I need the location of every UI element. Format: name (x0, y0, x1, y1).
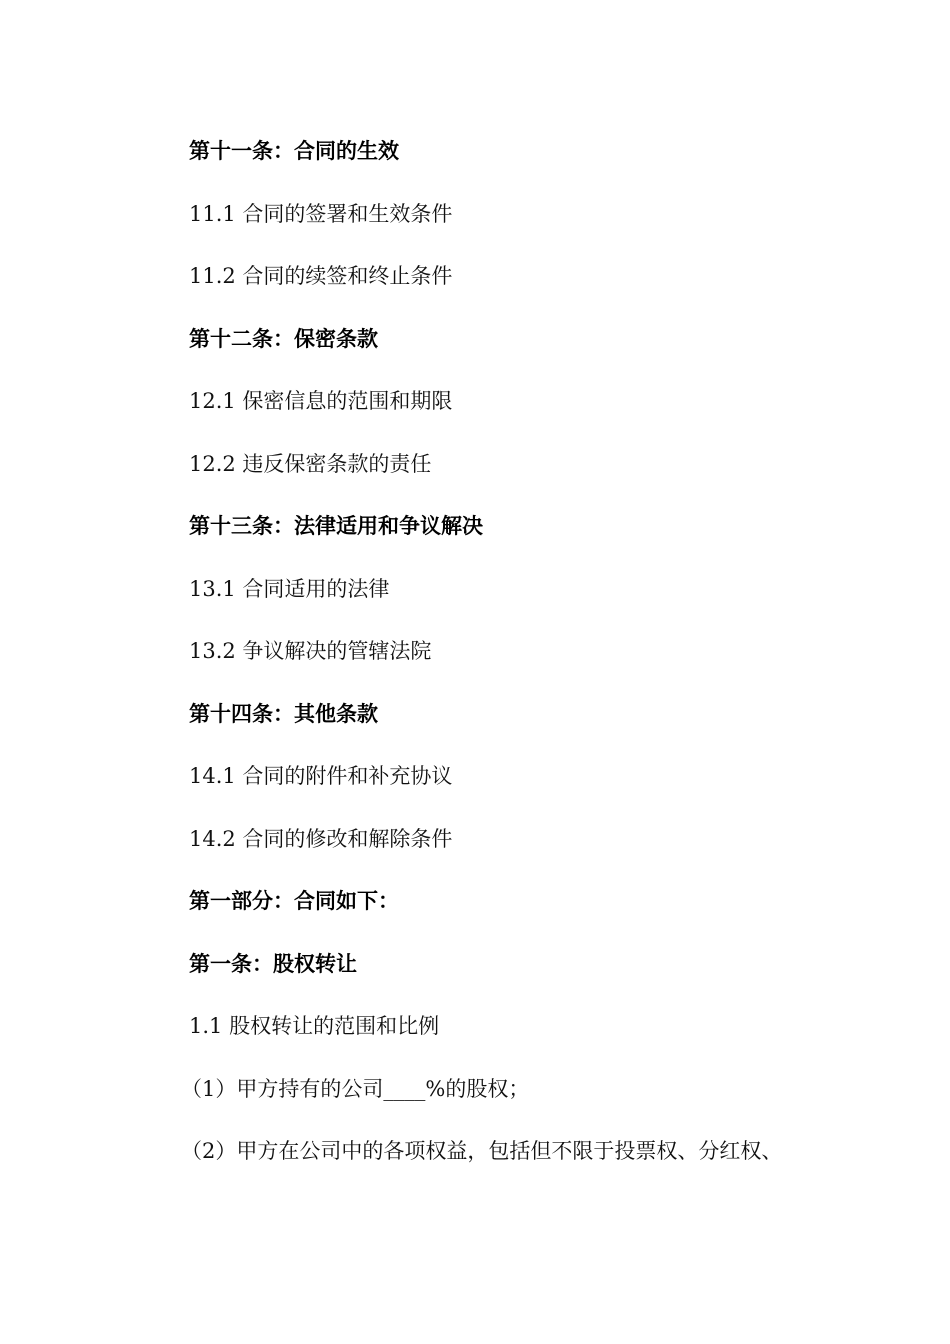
clause-13-1: 13.1 合同适用的法律 (189, 576, 390, 601)
clause-13-2: 13.2 争议解决的管辖法院 (189, 639, 432, 663)
clause-1-1-item-2: （2）甲方在公司中的各项权益，包括但不限于投票权、分红权、 (181, 1139, 783, 1163)
clause-12-1: 12.1 保密信息的范围和期限 (189, 389, 453, 413)
article-14-heading: 第十四条：其他条款 (189, 701, 378, 726)
article-13-heading: 第十三条：法律适用和争议解决 (189, 514, 483, 538)
clause-1-1-item-1: （1）甲方持有的公司____%的股权； (181, 1076, 530, 1101)
clause-12-2: 12.2 违反保密条款的责任 (189, 451, 432, 476)
document-content (181, 130, 889, 1193)
clause-1-1: 1.1 股权转让的范围和比例 (189, 1014, 440, 1038)
clause-11-1: 11.1 合同的签署和生效条件 (189, 201, 453, 226)
clause-14-2: 14.2 合同的修改和解除条件 (189, 826, 453, 851)
article-12-heading: 第十二条：保密条款 (189, 326, 378, 351)
part-1-heading: 第一部分：合同如下： (189, 889, 399, 913)
article-11-heading: 第十一条：合同的生效 (189, 139, 399, 163)
article-1-heading: 第一条：股权转让 (189, 951, 357, 976)
clause-14-1: 14.1 合同的附件和补充协议 (189, 764, 453, 788)
clause-11-2: 11.2 合同的续签和终止条件 (189, 264, 453, 288)
